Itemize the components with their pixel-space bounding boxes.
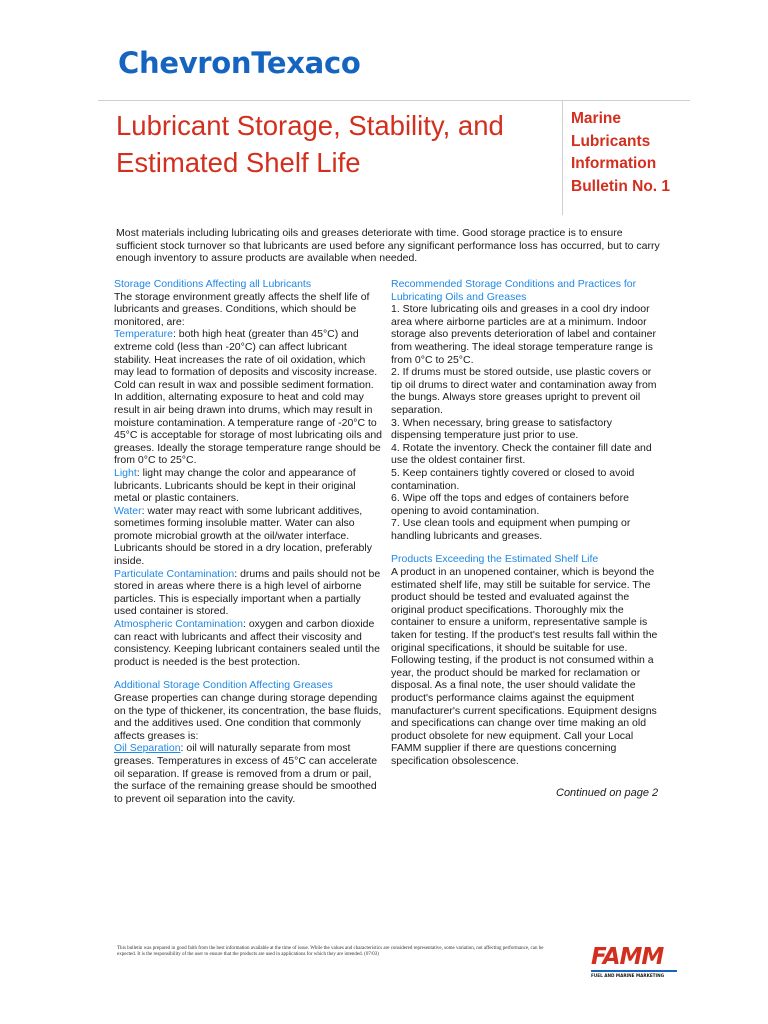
atmospheric-paragraph [114, 618, 382, 668]
bulletin-line-2: Lubricants [571, 132, 651, 150]
recommendation-item: 7. Use clean tools and equipment when pumping or handling lubricants and greases. [391, 517, 631, 542]
recommended-heading: Recommended Storage Conditions and Practices for Lubricating Oils and Greases [391, 278, 637, 303]
light-label: Light [114, 466, 137, 479]
recommendation-item: 3. When necessary, bring grease to satisfactory dispensing temperature just prior to use. [391, 416, 612, 442]
recommendation-item: 6. Wipe off the tops and edges of containers before opening to avoid contamination. [391, 492, 629, 517]
water-label: Water [114, 504, 142, 517]
title-vertical-divider [562, 100, 563, 215]
atmospheric-text: : oxygen and carbon dioxide can react with lubricants and affect their viscosity and consistency. Keeping lubricant containers sealed until the product is needed is the best protection. [114, 618, 380, 668]
left-column [114, 278, 382, 805]
oil-separation-text: : oil will naturally separate from most greases. Temperatures in excess of 45°C can accelerate oil separation. If grease is removed from a drum or pail, the surface of the remaining grease should be smoothed to prevent oil separation into the cavity. [114, 742, 378, 805]
exceeding-shelf-life-text: A product in an unopened container, which is beyond the estimated shelf life, may still be suitable for service. The product should be tested and evaluated against the original product specifications. Thoroughly mix the container to ensure a uniform, representative sample is taken for testing. If the product's test results fall within the original specifications, it should be suitable for use. Following testing, if the product is not consumed within a year, the product should be marked for reclamation or disposal. As a final note, the user should validate the product's performance claims against the equipment manufacturer's current specifications. Equipment designs and specifications can change over time making an old product obsolete for new equipment. Call your Local FAMM supplier if there are questions concerning specification obsolescence. [391, 566, 658, 767]
particulate-paragraph [114, 568, 382, 618]
bulletin-line-4: Bulletin No. 1 [571, 177, 671, 195]
storage-intro-text: The storage environment greatly affects the shelf life of lubricants and greases. Conditions, which should be monitored, are: [114, 290, 370, 328]
greases-intro-text: Grease properties can change during storage depending on the type of thickener, its concentration, the base fluids, and the additives used. One condition that commonly affects greases is: [114, 692, 382, 742]
recommendation-item: 4. Rotate the inventory. Check the container fill date and use the oldest container first. [391, 441, 652, 467]
page-title [116, 107, 556, 181]
section-spacer [391, 542, 660, 553]
title-top-rule [98, 100, 690, 101]
famm-logo [591, 944, 677, 984]
famm-logo-letters: FAMM [591, 944, 664, 970]
temperature-text: : both high heat (greater than 45°C) and extreme cold (less than -20°C) can affect lubricant stability. Heat increases the rate of oil oxidation, which may lead to formation of deposits and viscosity increase. Cold can result in wax and possible sediment formation. In addition, alternating exposure to heat and cold may result in air being drawn into drums, which may result in moisture contamination. A temperature range of -20°C to 45°C is acceptable for storage of most lubricating oils and greases. Ideally the storage temperature range should be from 0°C to 25°C. [114, 328, 383, 467]
section-spacer [114, 668, 382, 679]
oil-separation-label: Oil Separation [114, 742, 181, 755]
famm-logo-tagline: FUEL AND MARINE MARKETING [591, 973, 665, 978]
particulate-text: : drums and pails should not be stored in areas where there is a high level of airborne particles. This is especially important when a partially used container is stored. [114, 567, 381, 618]
atmospheric-label: Atmospheric Contamination [114, 618, 243, 631]
continued-on-page-note: Continued on page 2 [556, 787, 659, 799]
title-line-2: Estimated Shelf Life [116, 147, 361, 178]
temperature-label: Temperature [114, 328, 173, 341]
famm-logo-bar [591, 970, 677, 972]
recommendation-item: 5. Keep containers tightly covered or closed to avoid contamination. [391, 466, 635, 492]
bulletin-line-1: Marine [571, 110, 621, 127]
water-paragraph [114, 505, 382, 568]
exceeding-shelf-life-heading: Products Exceeding the Estimated Shelf Life [391, 553, 599, 566]
greases-heading: Additional Storage Condition Affecting Greases [114, 679, 333, 692]
disclaimer-footer: This bulletin was prepared in good faith from the best information available at the time of issue. While the values and characteristics are considered representative, some variation, not affecting performance, can be expected. It is the responsibility of the user to ensure that the products are used in applications for which they are intended. (07/03) [117, 946, 544, 958]
light-paragraph [114, 467, 382, 505]
bulletin-label [571, 108, 691, 198]
title-line-1: Lubricant Storage, Stability, and [116, 110, 504, 141]
chevrontexaco-logo: ChevronTexaco [118, 46, 361, 80]
recommendation-item: 1. Store lubricating oils and greases in a cool dry indoor area where airborne particles are at a minimum. Indoor storage also prevents deterioration of label and container from weathering. The ideal storage temperature range is from 0°C to 25°C. [391, 303, 657, 366]
temperature-paragraph [114, 328, 382, 467]
recommendation-item: 2. If drums must be stored outside, use plastic covers or tip oil drums to direct water and contamination away from the bungs. Always store greases upright to prevent oil separation. [391, 366, 657, 416]
intro-paragraph: Most materials including lubricating oils and greases deteriorate with time. Good storage practice is to ensure sufficient stock turnover so that lubricants are used before any significant performance loss has occurred, but to carry enough inventory to assure products are available when needed. [116, 227, 660, 264]
bulletin-line-3: Information [571, 155, 657, 172]
right-column [391, 278, 660, 768]
water-text: : water may react with some lubricant additives, sometimes forming insoluble matter. Water can also promote microbial growth at the oil/water interface. Lubricants should be stored in a dry location, preferably inside. [114, 504, 372, 568]
storage-conditions-heading: Storage Conditions Affecting all Lubricants [114, 278, 312, 290]
oil-separation-paragraph [114, 742, 382, 805]
particulate-label: Particulate Contamination [114, 567, 235, 580]
light-text: : light may change the color and appearance of lubricants. Lubricants should be kept in their original metal or plastic containers. [114, 466, 356, 505]
